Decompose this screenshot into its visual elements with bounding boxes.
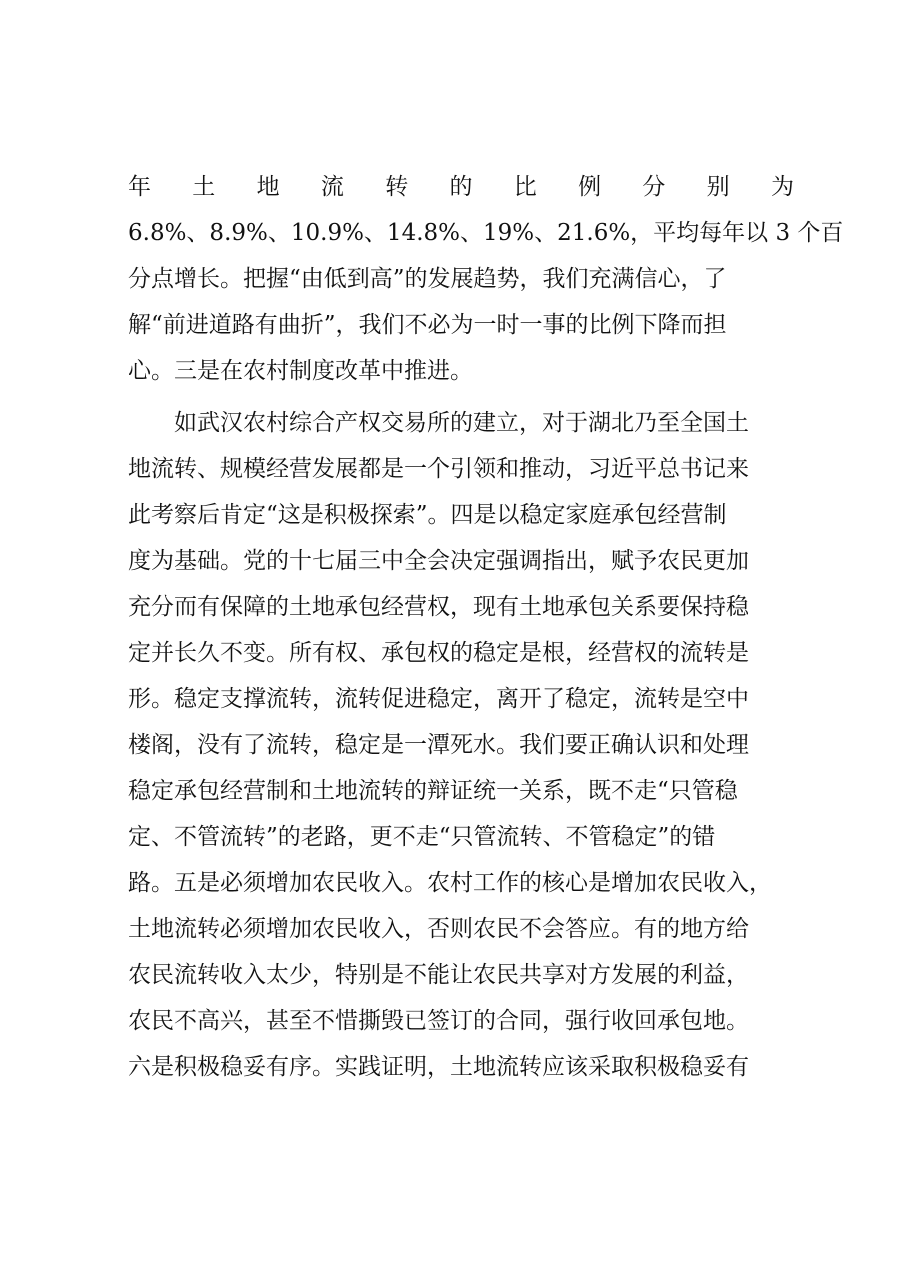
paragraph-2-line: 度为基础。党的十七届三中全会决定强调指出，赋予农民更加 — [128, 548, 749, 574]
char: 别 — [706, 174, 730, 200]
char: 年 — [128, 174, 151, 200]
paragraph-2-line: 农民流转收入太少，特别是不能让农民共享对方发展的利益， — [128, 962, 749, 988]
paragraph-2-line: 六是积极稳妥有序。实践证明，土地流转应该采取积极稳妥有 — [128, 1054, 749, 1080]
paragraph-2-line: 农民不高兴，甚至不惜撕毁已签订的合同，强行收回承包地。 — [128, 1008, 749, 1034]
paragraph-2-line: 稳定承包经营制和土地流转的辩证统一关系，既不走“只管稳 — [128, 778, 738, 804]
char: 分 — [642, 174, 666, 200]
paragraph-2-line: 充分而有保障的土地承包经营权，现有土地承包关系要保持稳 — [128, 594, 749, 620]
char: 地 — [256, 174, 280, 200]
paragraph-2-line: 定并长久不变。所有权、承包权的稳定是根，经营权的流转是 — [128, 640, 749, 666]
char: 例 — [578, 174, 602, 200]
char: 土 — [192, 174, 216, 200]
char: 比 — [513, 174, 537, 200]
paragraph-1-line: 心。三是在农村制度改革中推进。 — [128, 358, 473, 384]
char: 为 — [770, 174, 794, 200]
document-body — [128, 164, 844, 1090]
paragraph-1-line: 解“前进道路有曲折”，我们不必为一时一事的比例下降而担 — [128, 312, 727, 338]
paragraph-2-line: 定、不管流转”的老路，更不走“只管流转、不管稳定”的错 — [128, 824, 716, 850]
paragraph-2-line: 此考察后肯定“这是积极探索”。四是以稳定家庭承包经营制 — [128, 502, 727, 528]
paragraph-2-line: 土地流转必须增加农民收入，否则农民不会答应。有的地方给 — [128, 916, 749, 942]
paragraph-1-line: 分点增长。把握“由低到高”的发展趋势，我们充满信心，了 — [128, 266, 727, 292]
paragraph-2-line: 地流转、规模经营发展都是一个引领和推动，习近平总书记来 — [128, 456, 749, 482]
paragraph-2-line: 楼阁，没有了流转，稳定是一潭死水。我们要正确认识和处理 — [128, 732, 749, 758]
char: 转 — [385, 174, 409, 200]
char: 流 — [320, 174, 344, 200]
paragraph-1-line: 6.8%、8.9%、10.9%、14.8%、19%、21.6%，平均每年以 3 个百 — [128, 220, 844, 246]
paragraph-1-line-1 — [128, 164, 794, 210]
char: 的 — [449, 174, 473, 200]
paragraph-2-line: 形。稳定支撑流转，流转促进稳定，离开了稳定，流转是空中 — [128, 686, 749, 712]
paragraph-2-line: 路。五是必须增加农民收入。农村工作的核心是增加农民收入， — [128, 870, 772, 896]
paragraph-2-line: 如武汉农村综合产权交易所的建立，对于湖北乃至全国土 — [174, 410, 749, 436]
